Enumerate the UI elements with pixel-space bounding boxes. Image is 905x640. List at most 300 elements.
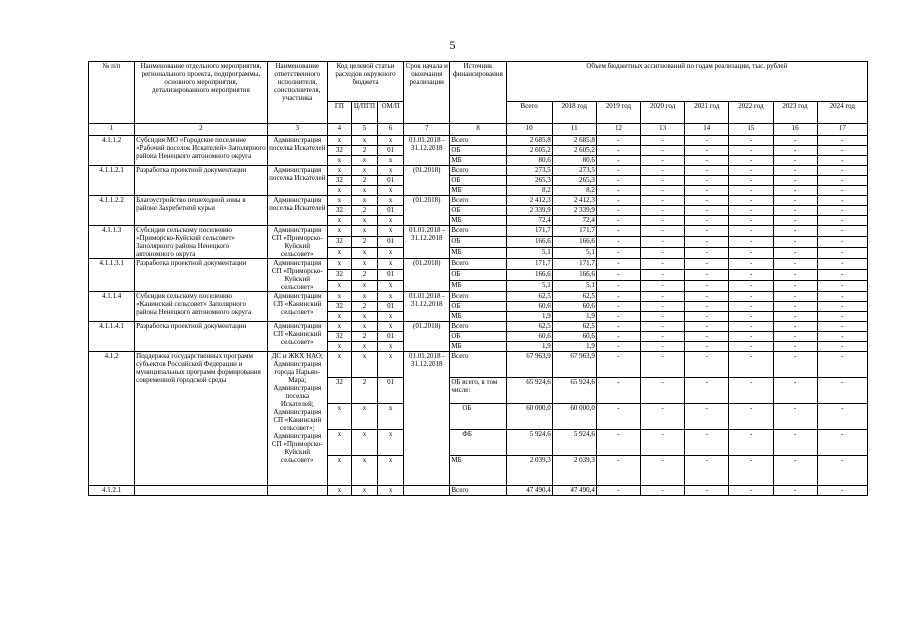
cell-dash: - xyxy=(641,146,685,156)
cell-dash: - xyxy=(773,352,817,378)
cell-dash: - xyxy=(817,456,867,486)
cell-source: МБ xyxy=(450,312,506,322)
cell-dash: - xyxy=(729,216,773,226)
row-period: (01.2018) xyxy=(404,322,450,352)
table-row xyxy=(89,136,868,146)
cell-dash: - xyxy=(729,332,773,342)
header-tsig: Ц/ПГП xyxy=(351,102,377,124)
row-name: Разработка проектной документации xyxy=(135,166,267,196)
row-number: 4.1.2 xyxy=(89,352,135,486)
cell-source: ОБ xyxy=(450,237,506,248)
cell-dash: - xyxy=(729,281,773,292)
table-row xyxy=(89,166,868,176)
cell-dash: - xyxy=(817,292,867,302)
cell-dash: - xyxy=(773,302,817,312)
cell-gp: 32 xyxy=(327,176,351,186)
row-responsible: Администрация поселка Искателей xyxy=(267,196,327,226)
cell-tsig: х xyxy=(351,186,377,196)
colnum-cell: 16 xyxy=(773,124,817,136)
cell-dash: - xyxy=(729,404,773,430)
cell-source: ОБ xyxy=(450,302,506,312)
header-volume: Объем бюджетных ассигнований по годам реализации, тыс. рублей xyxy=(506,62,867,102)
colnum-cell: 1 xyxy=(89,124,135,136)
row-name: Разработка проектной документации xyxy=(135,259,267,292)
cell-gp: 32 xyxy=(327,237,351,248)
row-period: (01.2018) xyxy=(404,259,450,292)
cell-dash: - xyxy=(641,186,685,196)
cell-dash: - xyxy=(641,216,685,226)
cell-dash: - xyxy=(773,226,817,237)
cell-2018: 2 412,3 xyxy=(552,196,596,206)
cell-total: 265,3 xyxy=(506,176,552,186)
cell-omp: х xyxy=(378,216,404,226)
cell-dash: - xyxy=(685,248,729,259)
cell-2018: 60,6 xyxy=(552,332,596,342)
cell-dash: - xyxy=(596,259,640,270)
table-row xyxy=(89,226,868,237)
cell-total: 1,9 xyxy=(506,342,552,352)
cell-dash: - xyxy=(817,281,867,292)
cell-omp: х xyxy=(378,166,404,176)
colnum-cell: 3 xyxy=(267,124,327,136)
cell-total: 171,7 xyxy=(506,259,552,270)
cell-dash: - xyxy=(773,292,817,302)
cell-gp: х xyxy=(327,248,351,259)
cell-gp: 32 xyxy=(327,206,351,216)
cell-dash: - xyxy=(729,292,773,302)
cell-dash: - xyxy=(641,378,685,404)
cell-total: 47 490,4 xyxy=(506,486,552,496)
cell-dash: - xyxy=(773,136,817,146)
cell-dash: - xyxy=(685,206,729,216)
row-number: 4.1.1.3 xyxy=(89,226,135,259)
cell-dash: - xyxy=(641,166,685,176)
cell-dash: - xyxy=(641,302,685,312)
row-name xyxy=(135,486,267,496)
cell-gp: х xyxy=(327,486,351,496)
cell-omp: х xyxy=(378,352,404,378)
cell-dash: - xyxy=(817,237,867,248)
cell-dash: - xyxy=(596,248,640,259)
cell-gp: 32 xyxy=(327,332,351,342)
cell-dash: - xyxy=(773,404,817,430)
cell-total: 2 412,3 xyxy=(506,196,552,206)
cell-tsig: 2 xyxy=(351,146,377,156)
cell-omp: 01 xyxy=(378,270,404,281)
cell-gp: х xyxy=(327,186,351,196)
cell-tsig: х xyxy=(351,226,377,237)
cell-total: 62,5 xyxy=(506,292,552,302)
cell-dash: - xyxy=(817,342,867,352)
cell-source: МБ xyxy=(450,248,506,259)
cell-total: 2 339,9 xyxy=(506,206,552,216)
cell-2018: 67 963,9 xyxy=(552,352,596,378)
cell-gp: х xyxy=(327,292,351,302)
cell-omp: х xyxy=(378,430,404,456)
cell-gp: х xyxy=(327,259,351,270)
cell-dash: - xyxy=(685,216,729,226)
cell-dash: - xyxy=(817,136,867,146)
cell-source: МБ xyxy=(450,216,506,226)
cell-dash: - xyxy=(773,237,817,248)
cell-dash: - xyxy=(641,196,685,206)
cell-dash: - xyxy=(817,216,867,226)
cell-source: Всего xyxy=(450,259,506,270)
row-responsible xyxy=(267,486,327,496)
colnum-cell: 7 xyxy=(404,124,450,136)
cell-tsig: х xyxy=(351,248,377,259)
cell-total: 2 605,2 xyxy=(506,146,552,156)
cell-2018: 62,5 xyxy=(552,292,596,302)
cell-2018: 2 339,9 xyxy=(552,206,596,216)
cell-dash: - xyxy=(773,456,817,486)
cell-tsig: х xyxy=(351,136,377,146)
table-row xyxy=(89,259,868,270)
cell-dash: - xyxy=(817,146,867,156)
cell-dash: - xyxy=(596,136,640,146)
cell-dash: - xyxy=(596,156,640,166)
cell-source: МБ xyxy=(450,342,506,352)
colnum-cell: 12 xyxy=(596,124,640,136)
cell-dash: - xyxy=(817,322,867,332)
cell-dash: - xyxy=(729,259,773,270)
cell-2018: 166,6 xyxy=(552,237,596,248)
cell-omp: х xyxy=(378,292,404,302)
cell-gp: х xyxy=(327,136,351,146)
cell-dash: - xyxy=(596,196,640,206)
cell-dash: - xyxy=(685,456,729,486)
cell-dash: - xyxy=(817,430,867,456)
cell-tsig: х xyxy=(351,404,377,430)
cell-dash: - xyxy=(817,312,867,322)
header-omp: ОМ/П xyxy=(378,102,404,124)
row-period: 01.01.2018 - 31.12.2018 xyxy=(404,226,450,259)
cell-tsig: 2 xyxy=(351,270,377,281)
cell-source: ФБ xyxy=(450,430,506,456)
cell-dash: - xyxy=(685,302,729,312)
cell-2018: 171,7 xyxy=(552,226,596,237)
row-name: Поддержка государственных программ субъектов Российской Федерации и муниципальных программ формирования современной городской среды xyxy=(135,352,267,486)
colnum-cell: 5 xyxy=(351,124,377,136)
cell-dash: - xyxy=(773,146,817,156)
cell-dash: - xyxy=(729,166,773,176)
cell-dash: - xyxy=(641,486,685,496)
row-responsible: Администрация поселка Искателей xyxy=(267,166,327,196)
cell-source: ОБ xyxy=(450,404,506,430)
cell-dash: - xyxy=(685,292,729,302)
cell-omp: 01 xyxy=(378,378,404,404)
cell-dash: - xyxy=(641,292,685,302)
header-year: 2021 год xyxy=(685,102,729,124)
cell-total: 2 039,3 xyxy=(506,456,552,486)
cell-omp: х xyxy=(378,456,404,486)
cell-dash: - xyxy=(817,176,867,186)
row-responsible: Администрация СП «Приморско-Куйский сельсовет» xyxy=(267,226,327,259)
colnum-cell: 4 xyxy=(327,124,351,136)
cell-gp: х xyxy=(327,226,351,237)
cell-dash: - xyxy=(773,322,817,332)
cell-2018: 2 039,3 xyxy=(552,456,596,486)
cell-source: ОБ xyxy=(450,176,506,186)
cell-source: Всего xyxy=(450,352,506,378)
header-year: 2018 год xyxy=(552,102,596,124)
row-responsible: Администрация СП «Канинский сельсовет» xyxy=(267,292,327,322)
cell-source: ОБ всего, в том числе: xyxy=(450,378,506,404)
cell-dash: - xyxy=(773,196,817,206)
row-period: 01.01.2018 - 31.12.2018 xyxy=(404,292,450,322)
cell-dash: - xyxy=(773,216,817,226)
cell-omp: х xyxy=(378,486,404,496)
header-year: 2020 год xyxy=(641,102,685,124)
cell-dash: - xyxy=(596,322,640,332)
cell-dash: - xyxy=(596,226,640,237)
cell-dash: - xyxy=(729,430,773,456)
cell-dash: - xyxy=(817,302,867,312)
cell-tsig: 2 xyxy=(351,206,377,216)
colnum-cell: 10 xyxy=(506,124,552,136)
colnum-cell: 13 xyxy=(641,124,685,136)
row-name: Благоустройство пешеходной зоны в районе Захребетной курьи xyxy=(135,196,267,226)
cell-dash: - xyxy=(729,156,773,166)
cell-total: 62,5 xyxy=(506,322,552,332)
cell-dash: - xyxy=(729,186,773,196)
cell-gp: х xyxy=(327,312,351,322)
table-row xyxy=(89,196,868,206)
header-year: 2019 год xyxy=(596,102,640,124)
cell-dash: - xyxy=(773,259,817,270)
cell-tsig: х xyxy=(351,166,377,176)
row-number: 4.1.1.2.2 xyxy=(89,196,135,226)
cell-dash: - xyxy=(596,206,640,216)
cell-2018: 60,6 xyxy=(552,302,596,312)
cell-dash: - xyxy=(817,166,867,176)
cell-dash: - xyxy=(641,404,685,430)
cell-total: 2 685,8 xyxy=(506,136,552,146)
cell-source: МБ xyxy=(450,186,506,196)
cell-omp: х xyxy=(378,404,404,430)
table-row xyxy=(89,292,868,302)
header-gp: ГП xyxy=(327,102,351,124)
cell-dash: - xyxy=(596,237,640,248)
cell-source: МБ xyxy=(450,281,506,292)
row-responsible: ДС и ЖКХ НАО; Администрация города Нарьян-Мара; Администрация поселка Искателей; Администрация СП «Канинский сельсовет»; Администрация СП «Приморско-Куйский сельсовет» xyxy=(267,352,327,486)
cell-dash: - xyxy=(729,378,773,404)
cell-dash: - xyxy=(817,248,867,259)
cell-gp: 32 xyxy=(327,302,351,312)
cell-dash: - xyxy=(641,259,685,270)
row-name: Разработка проектной документации xyxy=(135,322,267,352)
cell-dash: - xyxy=(685,166,729,176)
cell-dash: - xyxy=(817,196,867,206)
cell-dash: - xyxy=(596,486,640,496)
cell-dash: - xyxy=(685,146,729,156)
cell-dash: - xyxy=(729,196,773,206)
cell-dash: - xyxy=(596,292,640,302)
cell-omp: х xyxy=(378,196,404,206)
cell-2018: 1,9 xyxy=(552,312,596,322)
cell-omp: х xyxy=(378,156,404,166)
row-number: 4.1.1.4 xyxy=(89,292,135,322)
cell-dash: - xyxy=(685,176,729,186)
cell-2018: 2 685,8 xyxy=(552,136,596,146)
cell-gp: х xyxy=(327,216,351,226)
cell-dash: - xyxy=(596,404,640,430)
cell-dash: - xyxy=(729,270,773,281)
cell-dash: - xyxy=(641,312,685,322)
cell-gp: х xyxy=(327,430,351,456)
cell-omp: х xyxy=(378,259,404,270)
cell-tsig: х xyxy=(351,292,377,302)
row-number: 4.1.2.1 xyxy=(89,486,135,496)
cell-dash: - xyxy=(641,430,685,456)
cell-dash: - xyxy=(641,136,685,146)
page-number: 5 xyxy=(449,38,456,52)
cell-omp: 01 xyxy=(378,206,404,216)
cell-tsig: х xyxy=(351,352,377,378)
cell-tsig: х xyxy=(351,342,377,352)
cell-dash: - xyxy=(685,352,729,378)
cell-gp: х xyxy=(327,322,351,332)
cell-dash: - xyxy=(641,237,685,248)
row-period: 01.01.2018 - 31.12.2018 xyxy=(404,352,450,486)
cell-dash: - xyxy=(596,216,640,226)
cell-tsig: х xyxy=(351,156,377,166)
cell-tsig: 2 xyxy=(351,302,377,312)
table-body xyxy=(89,136,868,496)
cell-dash: - xyxy=(641,206,685,216)
cell-total: 72,4 xyxy=(506,216,552,226)
cell-dash: - xyxy=(729,342,773,352)
cell-dash: - xyxy=(596,302,640,312)
cell-dash: - xyxy=(773,486,817,496)
cell-2018: 72,4 xyxy=(552,216,596,226)
cell-dash: - xyxy=(773,206,817,216)
cell-dash: - xyxy=(773,378,817,404)
cell-dash: - xyxy=(817,270,867,281)
cell-dash: - xyxy=(729,226,773,237)
cell-omp: 01 xyxy=(378,332,404,342)
cell-dash: - xyxy=(685,486,729,496)
cell-dash: - xyxy=(773,342,817,352)
cell-source: Всего xyxy=(450,166,506,176)
cell-dash: - xyxy=(729,248,773,259)
cell-gp: 32 xyxy=(327,146,351,156)
cell-dash: - xyxy=(685,312,729,322)
cell-tsig: 2 xyxy=(351,237,377,248)
cell-dash: - xyxy=(596,456,640,486)
cell-gp: х xyxy=(327,166,351,176)
header-year: 2024 год xyxy=(817,102,867,124)
cell-dash: - xyxy=(641,322,685,332)
cell-2018: 60 000,0 xyxy=(552,404,596,430)
cell-dash: - xyxy=(729,322,773,332)
cell-dash: - xyxy=(685,281,729,292)
cell-dash: - xyxy=(817,332,867,342)
cell-dash: - xyxy=(773,430,817,456)
cell-gp: х xyxy=(327,342,351,352)
cell-dash: - xyxy=(641,248,685,259)
cell-omp: х xyxy=(378,226,404,237)
cell-total: 60 000,0 xyxy=(506,404,552,430)
cell-dash: - xyxy=(685,196,729,206)
row-name: Субсидия МО «Городское поселение «Рабочий поселок Искателей» Заполярного района Ненецкого автономного округа xyxy=(135,136,267,166)
cell-dash: - xyxy=(685,378,729,404)
table-row xyxy=(89,322,868,332)
cell-tsig: 2 xyxy=(351,378,377,404)
cell-dash: - xyxy=(641,352,685,378)
cell-2018: 62,5 xyxy=(552,322,596,332)
cell-dash: - xyxy=(685,404,729,430)
cell-tsig: 2 xyxy=(351,332,377,342)
cell-omp: 01 xyxy=(378,176,404,186)
row-period: 01.01.2018 - 31.12.2018 xyxy=(404,136,450,166)
cell-omp: х xyxy=(378,248,404,259)
cell-gp: 32 xyxy=(327,378,351,404)
cell-2018: 171,7 xyxy=(552,259,596,270)
cell-source: Всего xyxy=(450,292,506,302)
cell-dash: - xyxy=(773,186,817,196)
cell-2018: 273,5 xyxy=(552,166,596,176)
cell-dash: - xyxy=(729,352,773,378)
cell-total: 65 924,6 xyxy=(506,378,552,404)
cell-omp: 01 xyxy=(378,237,404,248)
header-name: Наименование отдельного мероприятия, регионального проекта, подпрограммы, основного мероприятия, детализированного мероприятия xyxy=(135,62,267,124)
cell-dash: - xyxy=(641,332,685,342)
row-responsible: Администрация СП «Канинский сельсовет» xyxy=(267,322,327,352)
cell-dash: - xyxy=(641,270,685,281)
cell-source: Всего xyxy=(450,226,506,237)
cell-source: ОБ xyxy=(450,206,506,216)
row-period xyxy=(404,486,450,496)
cell-tsig: х xyxy=(351,322,377,332)
header-responsible: Наименование ответственного исполнителя, соисполнителя, участника xyxy=(267,62,327,124)
cell-dash: - xyxy=(817,352,867,378)
header-num: № п/п xyxy=(89,62,135,124)
cell-2018: 80,6 xyxy=(552,156,596,166)
cell-tsig: х xyxy=(351,259,377,270)
colnum-cell: 6 xyxy=(378,124,404,136)
header-source: Источник финансирования xyxy=(450,62,506,124)
cell-total: 5 924,6 xyxy=(506,430,552,456)
header-year: 2023 год xyxy=(773,102,817,124)
colnum-cell: 15 xyxy=(729,124,773,136)
cell-2018: 5,1 xyxy=(552,281,596,292)
cell-gp: х xyxy=(327,352,351,378)
cell-tsig: х xyxy=(351,312,377,322)
cell-dash: - xyxy=(773,281,817,292)
cell-dash: - xyxy=(685,332,729,342)
cell-tsig: х xyxy=(351,196,377,206)
cell-dash: - xyxy=(729,146,773,156)
cell-dash: - xyxy=(641,456,685,486)
cell-omp: х xyxy=(378,281,404,292)
cell-dash: - xyxy=(596,270,640,281)
cell-dash: - xyxy=(641,281,685,292)
budget-table xyxy=(88,61,868,496)
cell-2018: 65 924,6 xyxy=(552,378,596,404)
cell-omp: х xyxy=(378,186,404,196)
row-responsible: Администрация СП «Приморско-Куйский сельсовет» xyxy=(267,259,327,292)
cell-dash: - xyxy=(641,156,685,166)
cell-dash: - xyxy=(729,456,773,486)
cell-2018: 2 605,2 xyxy=(552,146,596,156)
cell-tsig: х xyxy=(351,430,377,456)
cell-dash: - xyxy=(817,206,867,216)
cell-dash: - xyxy=(641,176,685,186)
cell-dash: - xyxy=(685,322,729,332)
row-number: 4.1.1.3.1 xyxy=(89,259,135,292)
cell-dash: - xyxy=(596,186,640,196)
